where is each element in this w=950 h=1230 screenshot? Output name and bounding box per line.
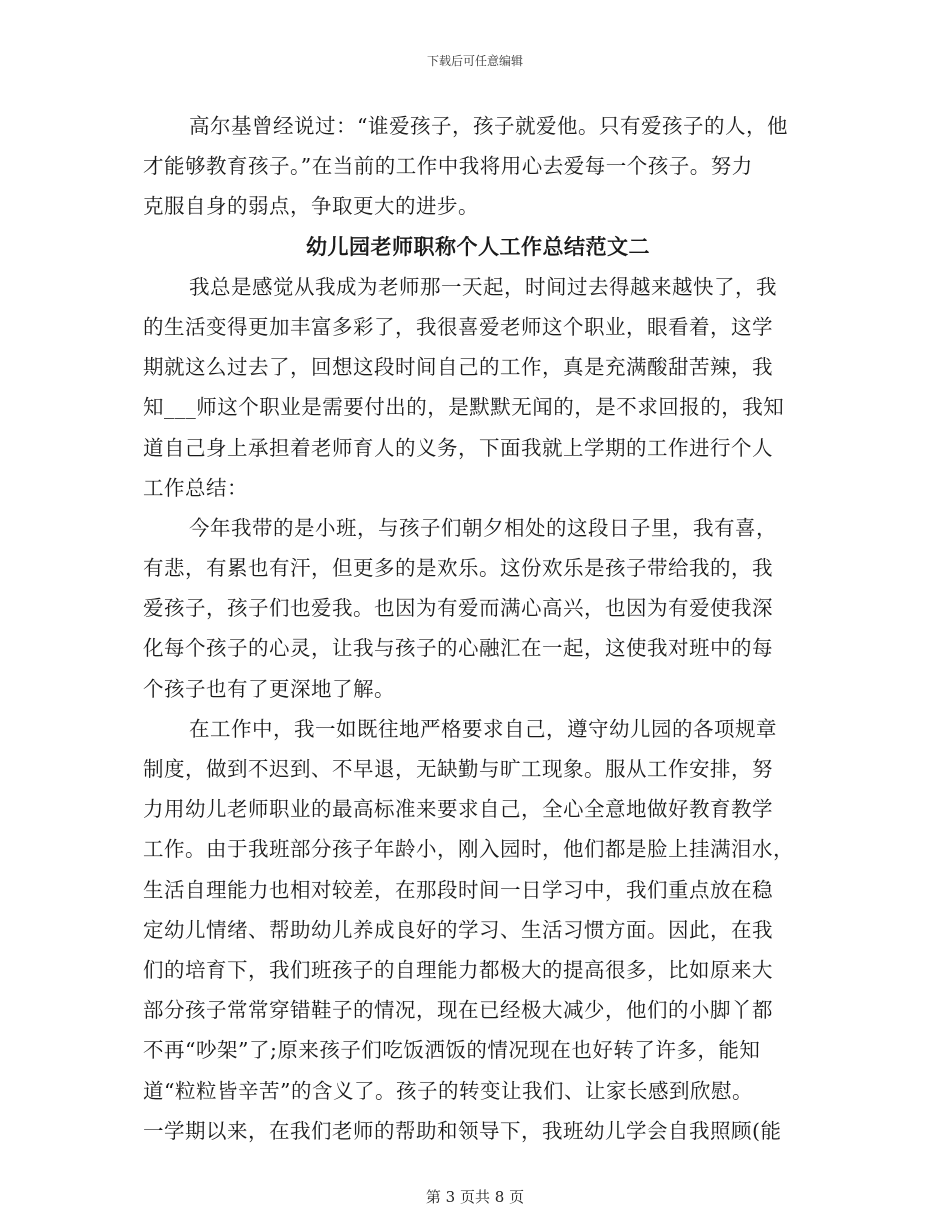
body-line: 期就这么过去了，回想这段时间自己的工作，真是充满酸甜苦辣，我 (143, 355, 773, 380)
body-line: 不再“吵架”了;原来孩子们吃饭洒饭的情况现在也好转了许多，能知 (143, 1038, 761, 1063)
body-line: 力用幼儿老师职业的最高标准来要求自己，全心全意地做好教育教学 (143, 797, 773, 822)
body-line: 生活自理能力也相对较差，在那段时间一日学习中，我们重点放在稳 (143, 877, 773, 902)
body-line: 个孩子也有了更深地了解。 (143, 676, 395, 701)
body-line: 在工作中，我一如既往地严格要求自己，遵守幼儿园的各项规章 (189, 716, 777, 741)
body-line: 爱孩子，孩子们也爱我。也因为有爱而满心高兴，也因为有爱使我深 (143, 596, 773, 621)
body-line: 才能够教育孩子。”在当前的工作中我将用心去爱每一个孩子。努力 (143, 154, 753, 179)
body-line: 道“粒粒皆辛苦”的含义了。孩子的转变让我们、让家长感到欣慰。 (143, 1078, 753, 1103)
body-line: 今年我带的是小班，与孩子们朝夕相处的这段日子里，我有喜， (189, 515, 777, 540)
body-line: 一学期以来，在我们老师的帮助和领导下，我班幼儿学会自我照顾(能 (143, 1118, 782, 1143)
body-line: 我总是感觉从我成为老师那一天起，时间过去得越来越快了，我 (189, 274, 777, 299)
body-line: 克服自身的弱点，争取更大的进步。 (143, 194, 479, 219)
page-header: 下载后可任意编辑 (426, 54, 523, 68)
section-title: 幼儿园老师职称个人工作总结范文二 (306, 233, 650, 259)
page-number: 第 3 页共 8 页 (425, 1188, 525, 1206)
body-line: 们的培育下，我们班孩子的自理能力都极大的提高很多，比如原来大 (143, 957, 773, 982)
body-line: 工作总结： (143, 475, 248, 500)
body-line: 道自己身上承担着老师育人的义务，下面我就上学期的工作进行个人 (143, 435, 773, 460)
document-body (143, 106, 813, 1151)
body-line: 制度，做到不迟到、不早退，无缺勤与旷工现象。服从工作安排，努 (143, 757, 773, 781)
body-line: 定幼儿情绪、帮助幼儿养成良好的学习、生活习惯方面。因此，在我 (143, 917, 773, 942)
body-line: 有悲，有累也有汗，但更多的是欢乐。这份欢乐是孩子带给我的，我 (143, 556, 773, 581)
body-line: 高尔基曾经说过：“谁爱孩子，孩子就爱他。只有爱孩子的人，他 (189, 114, 788, 138)
body-line: 知___师这个职业是需要付出的，是默默无闻的，是不求回报的，我知 (143, 395, 785, 420)
body-line: 部分孩子常常穿错鞋子的情况，现在已经极大减少，他们的小脚丫都 (143, 998, 773, 1023)
body-line: 化每个孩子的心灵，让我与孩子的心融汇在一起，这使我对班中的每 (143, 636, 773, 661)
body-line: 的生活变得更加丰富多彩了，我很喜爱老师这个职业，眼看着，这学 (143, 314, 773, 339)
body-line: 工作。由于我班部分孩子年龄小，刚入园时，他们都是脸上挂满泪水， (143, 837, 794, 862)
